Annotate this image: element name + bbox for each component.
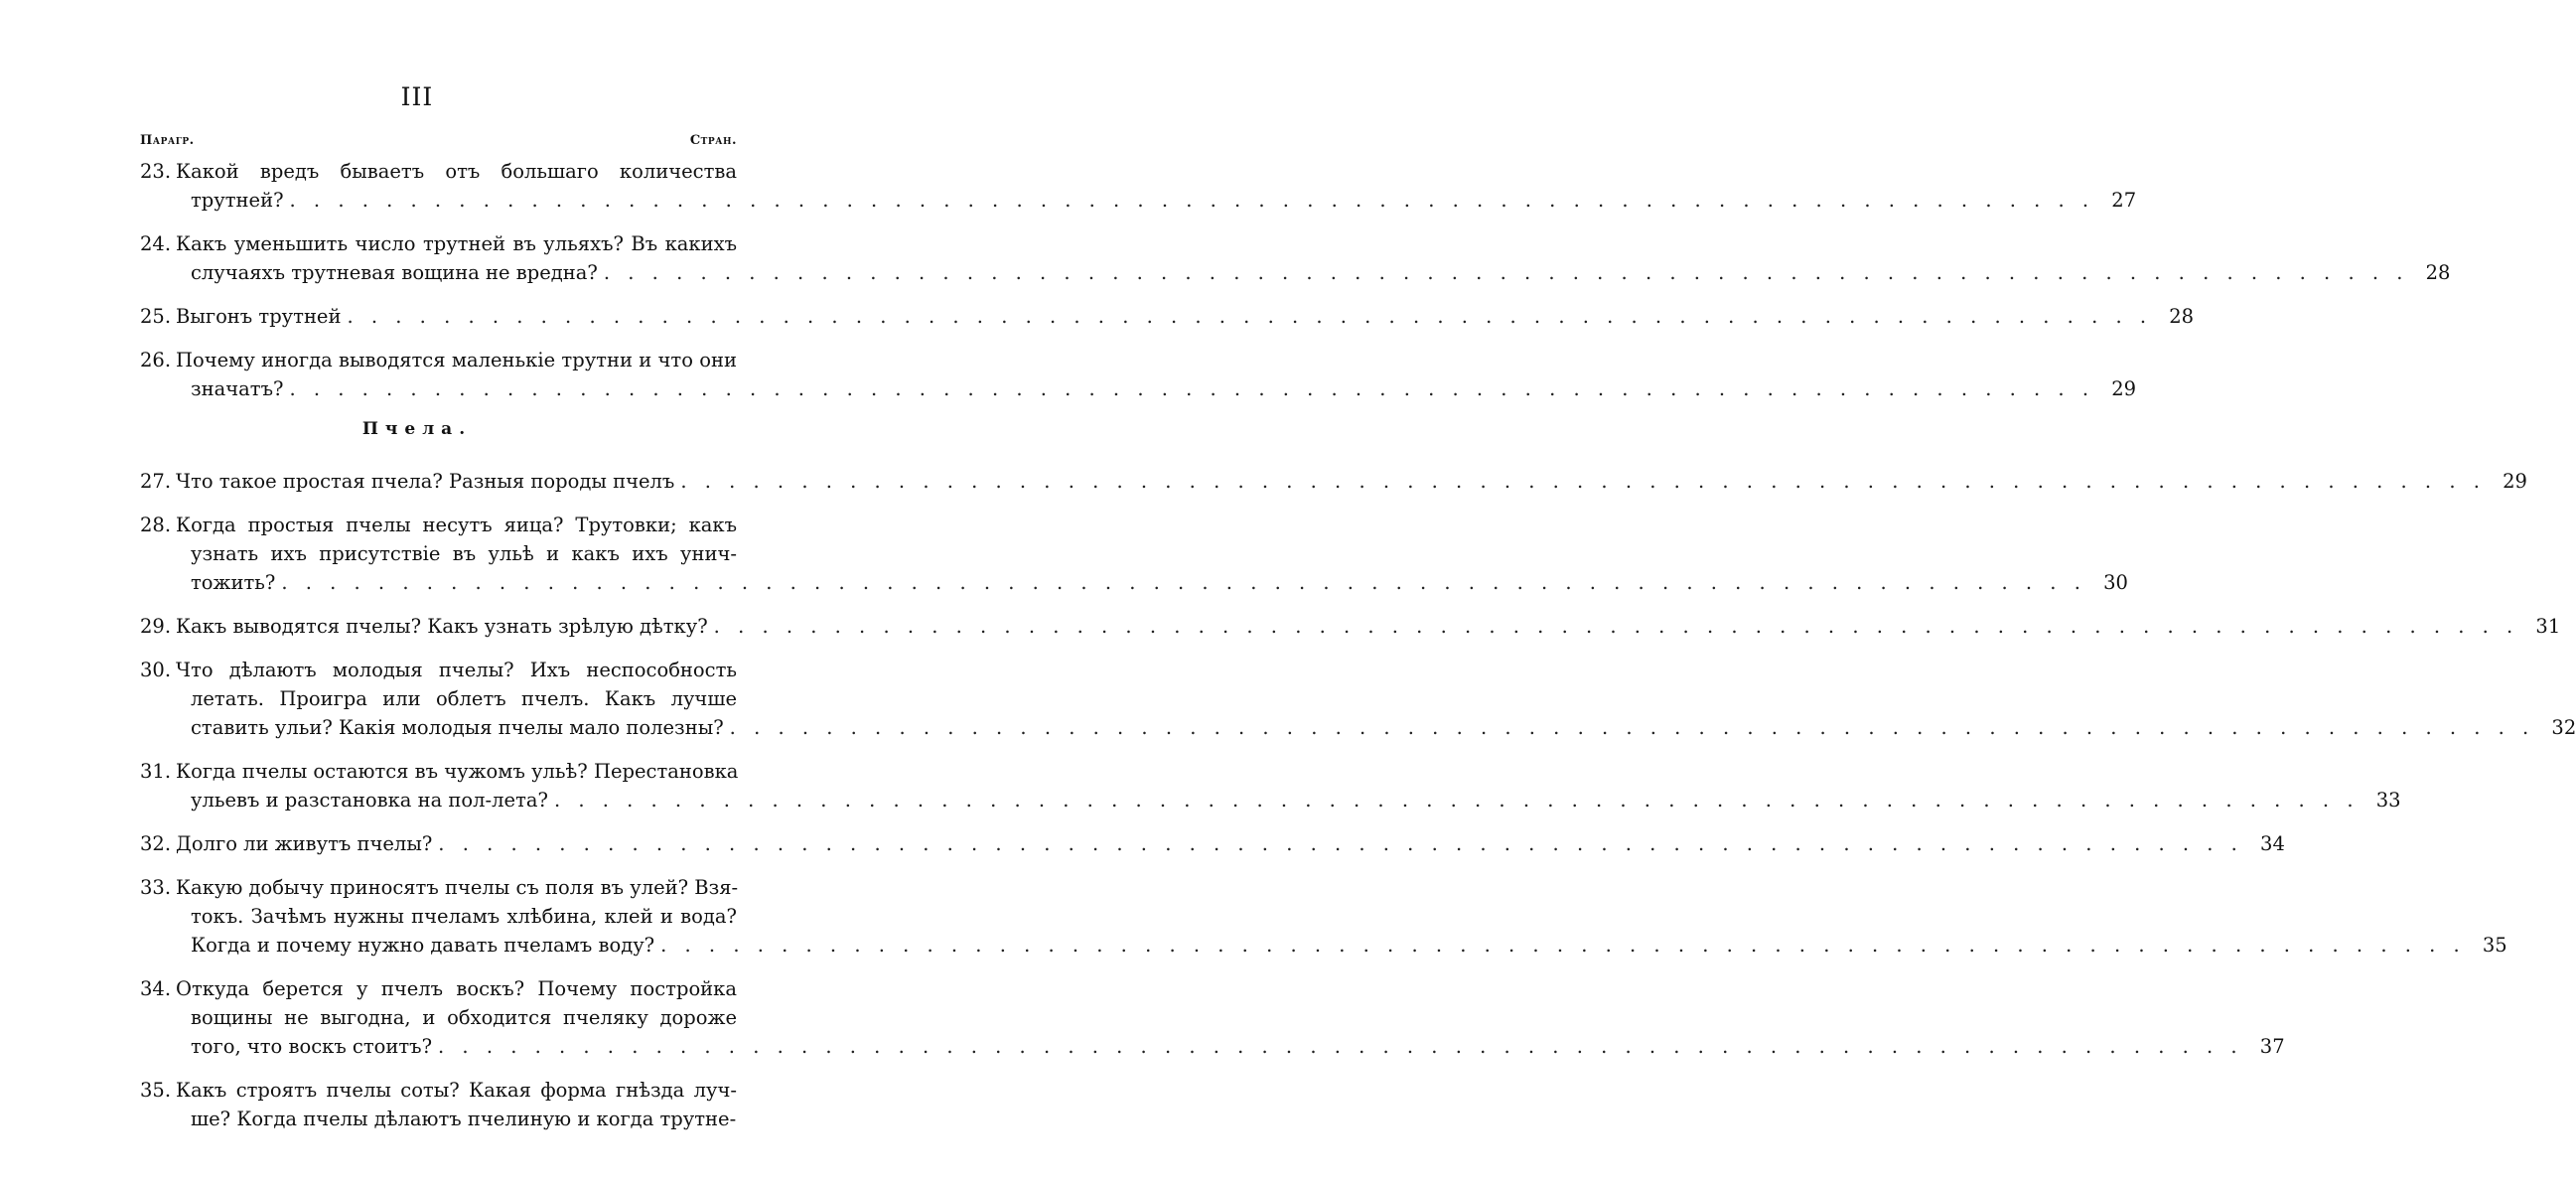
toc-entry-text: трутней? bbox=[191, 189, 284, 212]
dot-leader bbox=[283, 374, 2094, 403]
toc-entry-line bbox=[140, 873, 737, 902]
page-column-header: Стран. bbox=[689, 133, 737, 148]
toc-section-bee bbox=[140, 467, 2576, 1148]
toc-entry bbox=[140, 974, 2285, 1061]
toc-entry bbox=[140, 346, 2137, 403]
toc-entry-number: 24. bbox=[140, 232, 172, 255]
toc-entry-text: летать. Проигра или облетъ пчелъ. Какъ лучше bbox=[191, 687, 737, 710]
page-number: III bbox=[400, 82, 434, 111]
toc-entry-text: Откуда берется у пчелъ воскъ? Почему постройка bbox=[176, 977, 737, 1000]
toc-entry bbox=[140, 873, 2507, 960]
toc-entry-text: вощины не выгодна, и обходится пчеляку дороже bbox=[191, 1006, 737, 1029]
toc-entry-number: 34. bbox=[140, 977, 172, 1000]
toc-entry-text: токъ. Зачѣмъ нужны пчеламъ хлѣбина, клей и вода? bbox=[191, 905, 737, 928]
toc-entry-number: 31. bbox=[140, 760, 172, 783]
toc-entry-text: Выгонъ трутней bbox=[176, 305, 342, 328]
toc-entry-text: Какую добычу приносятъ пчелы съ поля въ улей? Взя- bbox=[176, 876, 739, 899]
toc-entry-text: Какой вредъ бываетъ отъ большаго количества bbox=[176, 160, 737, 183]
toc-entry bbox=[140, 1076, 737, 1133]
dot-leader bbox=[275, 568, 2086, 597]
dot-leader bbox=[598, 258, 2409, 287]
toc-entry-line bbox=[140, 974, 737, 1003]
toc-entry-page: 33 bbox=[2375, 789, 2401, 812]
toc-entry-number: 25. bbox=[140, 305, 172, 328]
dot-leader bbox=[654, 931, 2466, 960]
toc-entry-line bbox=[140, 186, 2137, 215]
paragraph-column-header: Парагр. bbox=[140, 133, 195, 148]
toc-entry bbox=[140, 511, 2128, 597]
toc-entry-page: 31 bbox=[2535, 615, 2561, 638]
toc-entry-page: 29 bbox=[2111, 377, 2137, 400]
toc-entry bbox=[140, 757, 2401, 814]
toc-entry-number: 32. bbox=[140, 832, 172, 855]
toc-entry-line bbox=[140, 757, 737, 786]
toc-entry-line bbox=[140, 902, 737, 931]
toc-entry-line bbox=[140, 829, 2285, 858]
toc-entry-text: значатъ? bbox=[191, 377, 284, 400]
toc-entry bbox=[140, 829, 2285, 858]
toc-entry-line bbox=[140, 1105, 737, 1133]
dot-leader bbox=[432, 1032, 2243, 1061]
toc-entry-line bbox=[140, 302, 2195, 331]
toc-entry-line bbox=[140, 374, 2137, 403]
toc-entry-page: 34 bbox=[2260, 832, 2285, 855]
toc-entry-text: ульевъ и разстановка на пол-лета? bbox=[191, 789, 548, 812]
toc-entry-number: 27. bbox=[140, 470, 172, 493]
toc-entry-line bbox=[140, 1076, 737, 1105]
toc-entry-page: 29 bbox=[2503, 470, 2527, 493]
toc-entry-page: 32 bbox=[2551, 716, 2576, 739]
dot-leader bbox=[708, 612, 2519, 641]
toc-entry-page: 28 bbox=[2169, 305, 2195, 328]
toc-entry-line bbox=[140, 684, 737, 713]
toc-entry-text: Какъ строятъ пчелы соты? Какая форма гнѣзда луч- bbox=[176, 1079, 737, 1102]
toc-entry bbox=[140, 157, 2137, 215]
toc-entry-text: ставить ульи? Какія молодыя пчелы мало полезны? bbox=[191, 716, 724, 739]
dot-leader bbox=[341, 302, 2152, 331]
section-title: Пчела. bbox=[361, 419, 473, 439]
toc-entry-text: случаяхъ трутневая вощина не вредна? bbox=[191, 261, 598, 284]
toc-entry-line bbox=[140, 1032, 2285, 1061]
toc-entry-line bbox=[140, 467, 2527, 496]
toc-entry-page: 27 bbox=[2111, 189, 2137, 212]
toc-entry-number: 28. bbox=[140, 514, 172, 536]
toc-entry-line bbox=[140, 1003, 737, 1032]
toc-entry-text: Когда простыя пчелы несутъ яица? Трутовки; какъ bbox=[176, 514, 737, 536]
toc-entry-text: Когда и почему нужно давать пчеламъ воду? bbox=[191, 934, 655, 957]
toc-entry-line bbox=[140, 568, 2128, 597]
toc-entry-line bbox=[140, 656, 737, 684]
dot-leader bbox=[674, 467, 2486, 496]
toc-entry-text: Что такое простая пчела? Разныя породы пчелъ bbox=[176, 470, 675, 493]
toc-entry-line bbox=[140, 157, 737, 186]
toc-entry-page: 35 bbox=[2482, 934, 2507, 957]
toc-entry bbox=[140, 467, 2527, 496]
toc-entry bbox=[140, 656, 2576, 742]
toc-entry-number: 23. bbox=[140, 160, 172, 183]
toc-entry-number: 26. bbox=[140, 349, 172, 371]
dot-leader bbox=[548, 786, 2360, 814]
toc-entry-line bbox=[140, 539, 737, 568]
toc-entry-text: ше? Когда пчелы дѣлаютъ пчелиную и когда трутне- bbox=[191, 1108, 737, 1130]
toc-entry-text: Что дѣлаютъ молодыя пчелы? Ихъ неспособность bbox=[176, 659, 737, 681]
toc-entry-number: 30. bbox=[140, 659, 172, 681]
toc-entry-text: Почему иногда выводятся маленькіе трутни и что они bbox=[176, 349, 737, 371]
toc-entry-line bbox=[140, 258, 2451, 287]
toc-entry-line bbox=[140, 229, 737, 258]
dot-leader bbox=[284, 186, 2095, 215]
toc-entry bbox=[140, 302, 2195, 331]
dot-leader bbox=[724, 713, 2535, 742]
dot-leader bbox=[432, 829, 2243, 858]
toc-entry-line bbox=[140, 713, 2576, 742]
toc-entry-text: Долго ли живутъ пчелы? bbox=[176, 832, 433, 855]
toc-entry-line bbox=[140, 786, 2401, 814]
toc-entry-text: Когда пчелы остаются въ чужомъ ульѣ? Перестановка bbox=[176, 760, 739, 783]
toc-entry-number: 33. bbox=[140, 876, 172, 899]
toc-entry-text: Какъ выводятся пчелы? Какъ узнать зрѣлую дѣтку? bbox=[176, 615, 708, 638]
toc-entry-number: 35. bbox=[140, 1079, 172, 1102]
toc-entry bbox=[140, 612, 2561, 641]
toc-entry bbox=[140, 229, 2451, 287]
toc-entry-text: того, что воскъ стоитъ? bbox=[191, 1035, 433, 1058]
toc-entry-text: Какъ уменьшить число трутней въ ульяхъ? Въ какихъ bbox=[176, 232, 737, 255]
toc-entry-line bbox=[140, 612, 2561, 641]
toc-entry-page: 30 bbox=[2103, 571, 2128, 594]
toc-entry-text: тожить? bbox=[191, 571, 276, 594]
toc-entry-page: 37 bbox=[2259, 1035, 2285, 1058]
toc-entry-line bbox=[140, 346, 737, 374]
toc-entry-line bbox=[140, 511, 737, 539]
toc-entry-text: узнать ихъ присутствіе въ ульѣ и какъ ихъ унич- bbox=[191, 542, 737, 565]
toc-entry-page: 28 bbox=[2425, 261, 2451, 284]
toc-entry-line bbox=[140, 931, 2507, 960]
column-headers bbox=[140, 133, 737, 153]
toc-section-drones bbox=[140, 157, 2451, 418]
toc-entry-number: 29. bbox=[140, 615, 172, 638]
